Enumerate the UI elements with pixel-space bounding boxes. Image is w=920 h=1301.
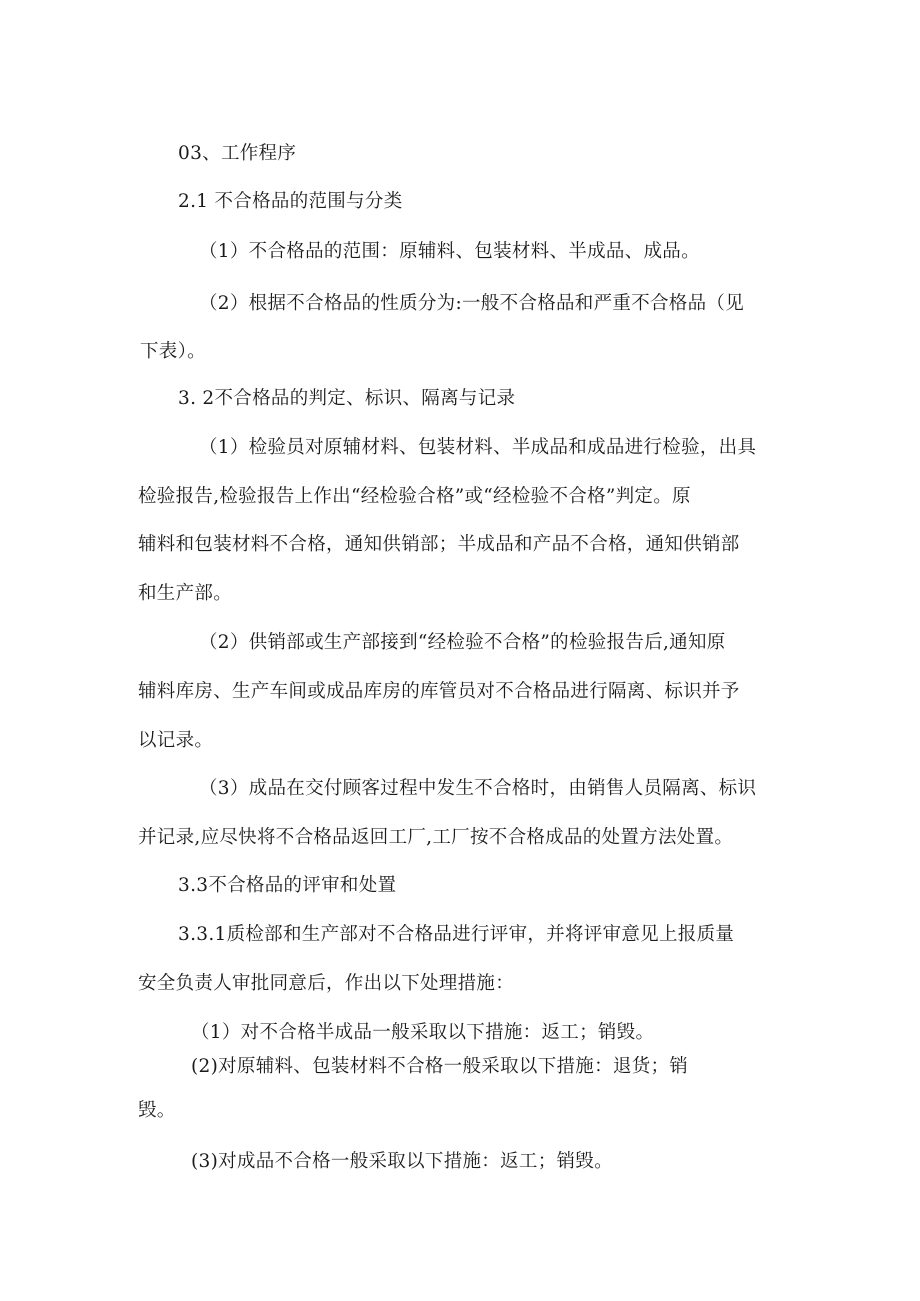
- paragraph-line: 3.3.1质检部和生产部对不合格品进行评审，并将评审意见上报质量: [178, 924, 735, 945]
- subsection-heading: 2.1 不合格品的范围与分类: [178, 191, 403, 212]
- paragraph-line: （2）根据不合格品的性质分为:一般不合格品和严重不合格品（见: [199, 293, 745, 314]
- paragraph-line: 下表）。: [140, 341, 206, 362]
- paragraph-line: （1）检验员对原辅材料、包装材料、半成品和成品进行检验，出具: [199, 437, 757, 458]
- paragraph-line: 毁。: [138, 1100, 176, 1121]
- paragraph-line: (3)对成品不合格一般采取以下措施：返工；销毁。: [191, 1151, 613, 1172]
- section-heading: 03、工作程序: [178, 143, 297, 164]
- paragraph-line: 和生产部。: [138, 583, 233, 604]
- subsection-heading: 3. 2不合格品的判定、标识、隔离与记录: [178, 388, 516, 409]
- paragraph-line: （1）对不合格半成品一般采取以下措施：返工；销毁。: [191, 1022, 655, 1043]
- paragraph-line: （1）不合格品的范围：原辅料、包装材料、半成品、成品。: [199, 241, 700, 262]
- paragraph-line: 以记录。: [138, 730, 214, 751]
- paragraph-line: （2）供销部或生产部接到“经检验不合格”的检验报告后,通知原: [199, 632, 726, 653]
- paragraph-line: （3）成品在交付顾客过程中发生不合格时，由销售人员隔离、标识: [199, 778, 757, 799]
- paragraph-line: 并记录,应尽快将不合格品返回工厂,工厂按不合格成品的处置方法处置。: [138, 827, 734, 848]
- paragraph-line: 辅料库房、生产车间或成品库房的库管员对不合格品进行隔离、标识并予: [138, 681, 740, 702]
- paragraph-line: 安全负责人审批同意后，作出以下处理措施：: [138, 973, 515, 994]
- subsection-heading: 3.3不合格品的评审和处置: [178, 875, 397, 896]
- paragraph-line: 检验报告,检验报告上作出“经检验合格”或“经检验不合格”判定。原: [138, 486, 691, 507]
- paragraph-line: (2)对原辅料、包装材料不合格一般采取以下措施：退货；销: [191, 1056, 689, 1077]
- paragraph-line: 辅料和包装材料不合格，通知供销部；半成品和产品不合格，通知供销部: [138, 534, 740, 555]
